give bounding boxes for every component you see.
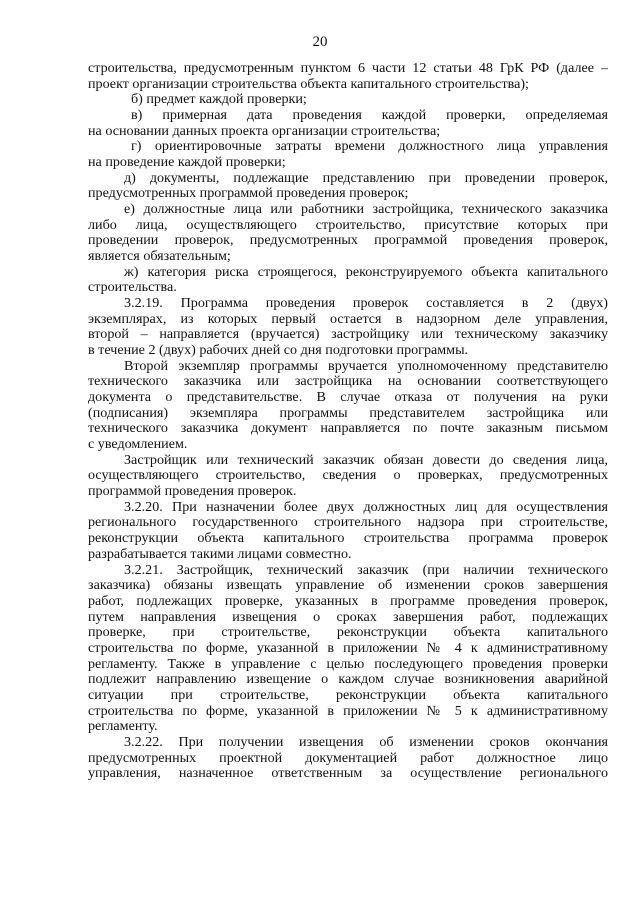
text-line: 3.2.22. При получении извещения об изменении сроков окончания — [124, 734, 608, 750]
text-line: технического заказчика документ направляется по почте заказным письмом — [88, 421, 608, 437]
text-line: 3.2.20. При назначении более двух должностных лиц для осуществления — [124, 499, 608, 515]
text-line: реконструкции объекта капитального строительства программа проверок — [88, 531, 608, 547]
text-line: предусмотренных проектной документацией работ должностное лицо — [88, 750, 608, 766]
text-line: Застройщик или технический заказчик обязан довести до сведения лица, — [124, 452, 608, 468]
text-line: документа о представительстве. В случае отказа от получения на руки — [88, 390, 608, 406]
text-line: г) ориентировочные затраты времени должностного лица управления — [131, 139, 608, 155]
text-line: 3.2.19. Программа проведения проверок составляется в 2 (двух) — [124, 296, 608, 312]
text-line: проведении проверок, предусмотренных программой проведения проверок, — [88, 233, 608, 249]
text-line: б) предмет каждой проверки; — [131, 92, 307, 108]
text-line: регионального государственного строительного надзора при строительстве, — [88, 515, 608, 531]
text-line: строительства по форме, указанной в приложении № 4 к административному — [88, 640, 608, 656]
text-line: либо лица, осуществляющего строительство, присутствие которых при — [88, 217, 608, 233]
text-line: заказчика) обязаны извещать управление об изменении сроков завершения — [88, 578, 608, 594]
text-line: в течение 2 (двух) рабочих дней со дня подготовки программы. — [88, 343, 469, 359]
text-line: работ, подлежащих проверке, указанных в программе проведения проверок, — [88, 593, 608, 609]
text-line: Второй экземпляр программы вручается уполномоченному представителю — [124, 358, 608, 374]
text-line: ж) категория риска строящегося, реконструируемого объекта капитального — [124, 264, 608, 280]
text-line: путем направления извещения о сроках завершения работ, подлежащих — [88, 609, 608, 625]
text-line: подлежит направлению извещение о каждом случае возникновения аварийной — [88, 672, 608, 688]
text-line: проект организации строительства объекта капитального строительства); — [88, 76, 529, 92]
text-line: ситуации при строительстве, реконструкции объекта капитального — [88, 687, 608, 703]
text-line: регламенту. Также в управление с целью последующего проведения проверки — [88, 656, 608, 672]
text-line: на основании данных проекта организации строительства; — [88, 123, 441, 139]
text-line: на проведение каждой проверки; — [88, 155, 286, 171]
text-line: проверке, при строительстве, реконструкции объекта капитального — [88, 625, 608, 641]
text-line: предусмотренных программой проведения проверок; — [88, 186, 409, 202]
text-line: д) документы, подлежащие представлению при проведении проверок, — [124, 170, 608, 186]
text-line: программой проведения проверок. — [88, 484, 297, 500]
text-line: с уведомлением. — [88, 437, 188, 453]
text-line: технического заказчика или застройщика на основании соответствующего — [88, 374, 608, 390]
text-line: регламенту. — [88, 719, 158, 735]
text-line: разрабатывается такими лицами совместно. — [88, 546, 352, 562]
text-line: управления, назначенное ответственным за осуществление регионального — [88, 766, 608, 782]
text-line: е) должностные лица или работники застройщика, технического заказчика — [124, 202, 608, 218]
page-number: 20 — [312, 34, 328, 50]
text-line: экземплярах, из которых первый остается в надзорном деле управления, — [88, 311, 608, 327]
text-line: (подписания) экземпляра программы представителем застройщика или — [88, 405, 608, 421]
text-line: второй – направляется (вручается) застройщику или техническому заказчику — [88, 327, 608, 343]
text-line: в) примерная дата проведения каждой проверки, определяемая — [131, 108, 608, 124]
text-line: строительства по форме, указанной в приложении № 5 к административному — [88, 703, 608, 719]
text-line: осуществляющего строительство, сведения о проверках, предусмотренных — [88, 468, 608, 484]
text-line: 3.2.21. Застройщик, технический заказчик (при наличии технического — [124, 562, 608, 578]
document-body — [88, 61, 608, 782]
text-line: является обязательным; — [88, 249, 231, 265]
text-line: строительства. — [88, 280, 177, 296]
text-line: строительства, предусмотренным пунктом 6 части 12 статьи 48 ГрК РФ (далее – — [88, 61, 608, 76]
